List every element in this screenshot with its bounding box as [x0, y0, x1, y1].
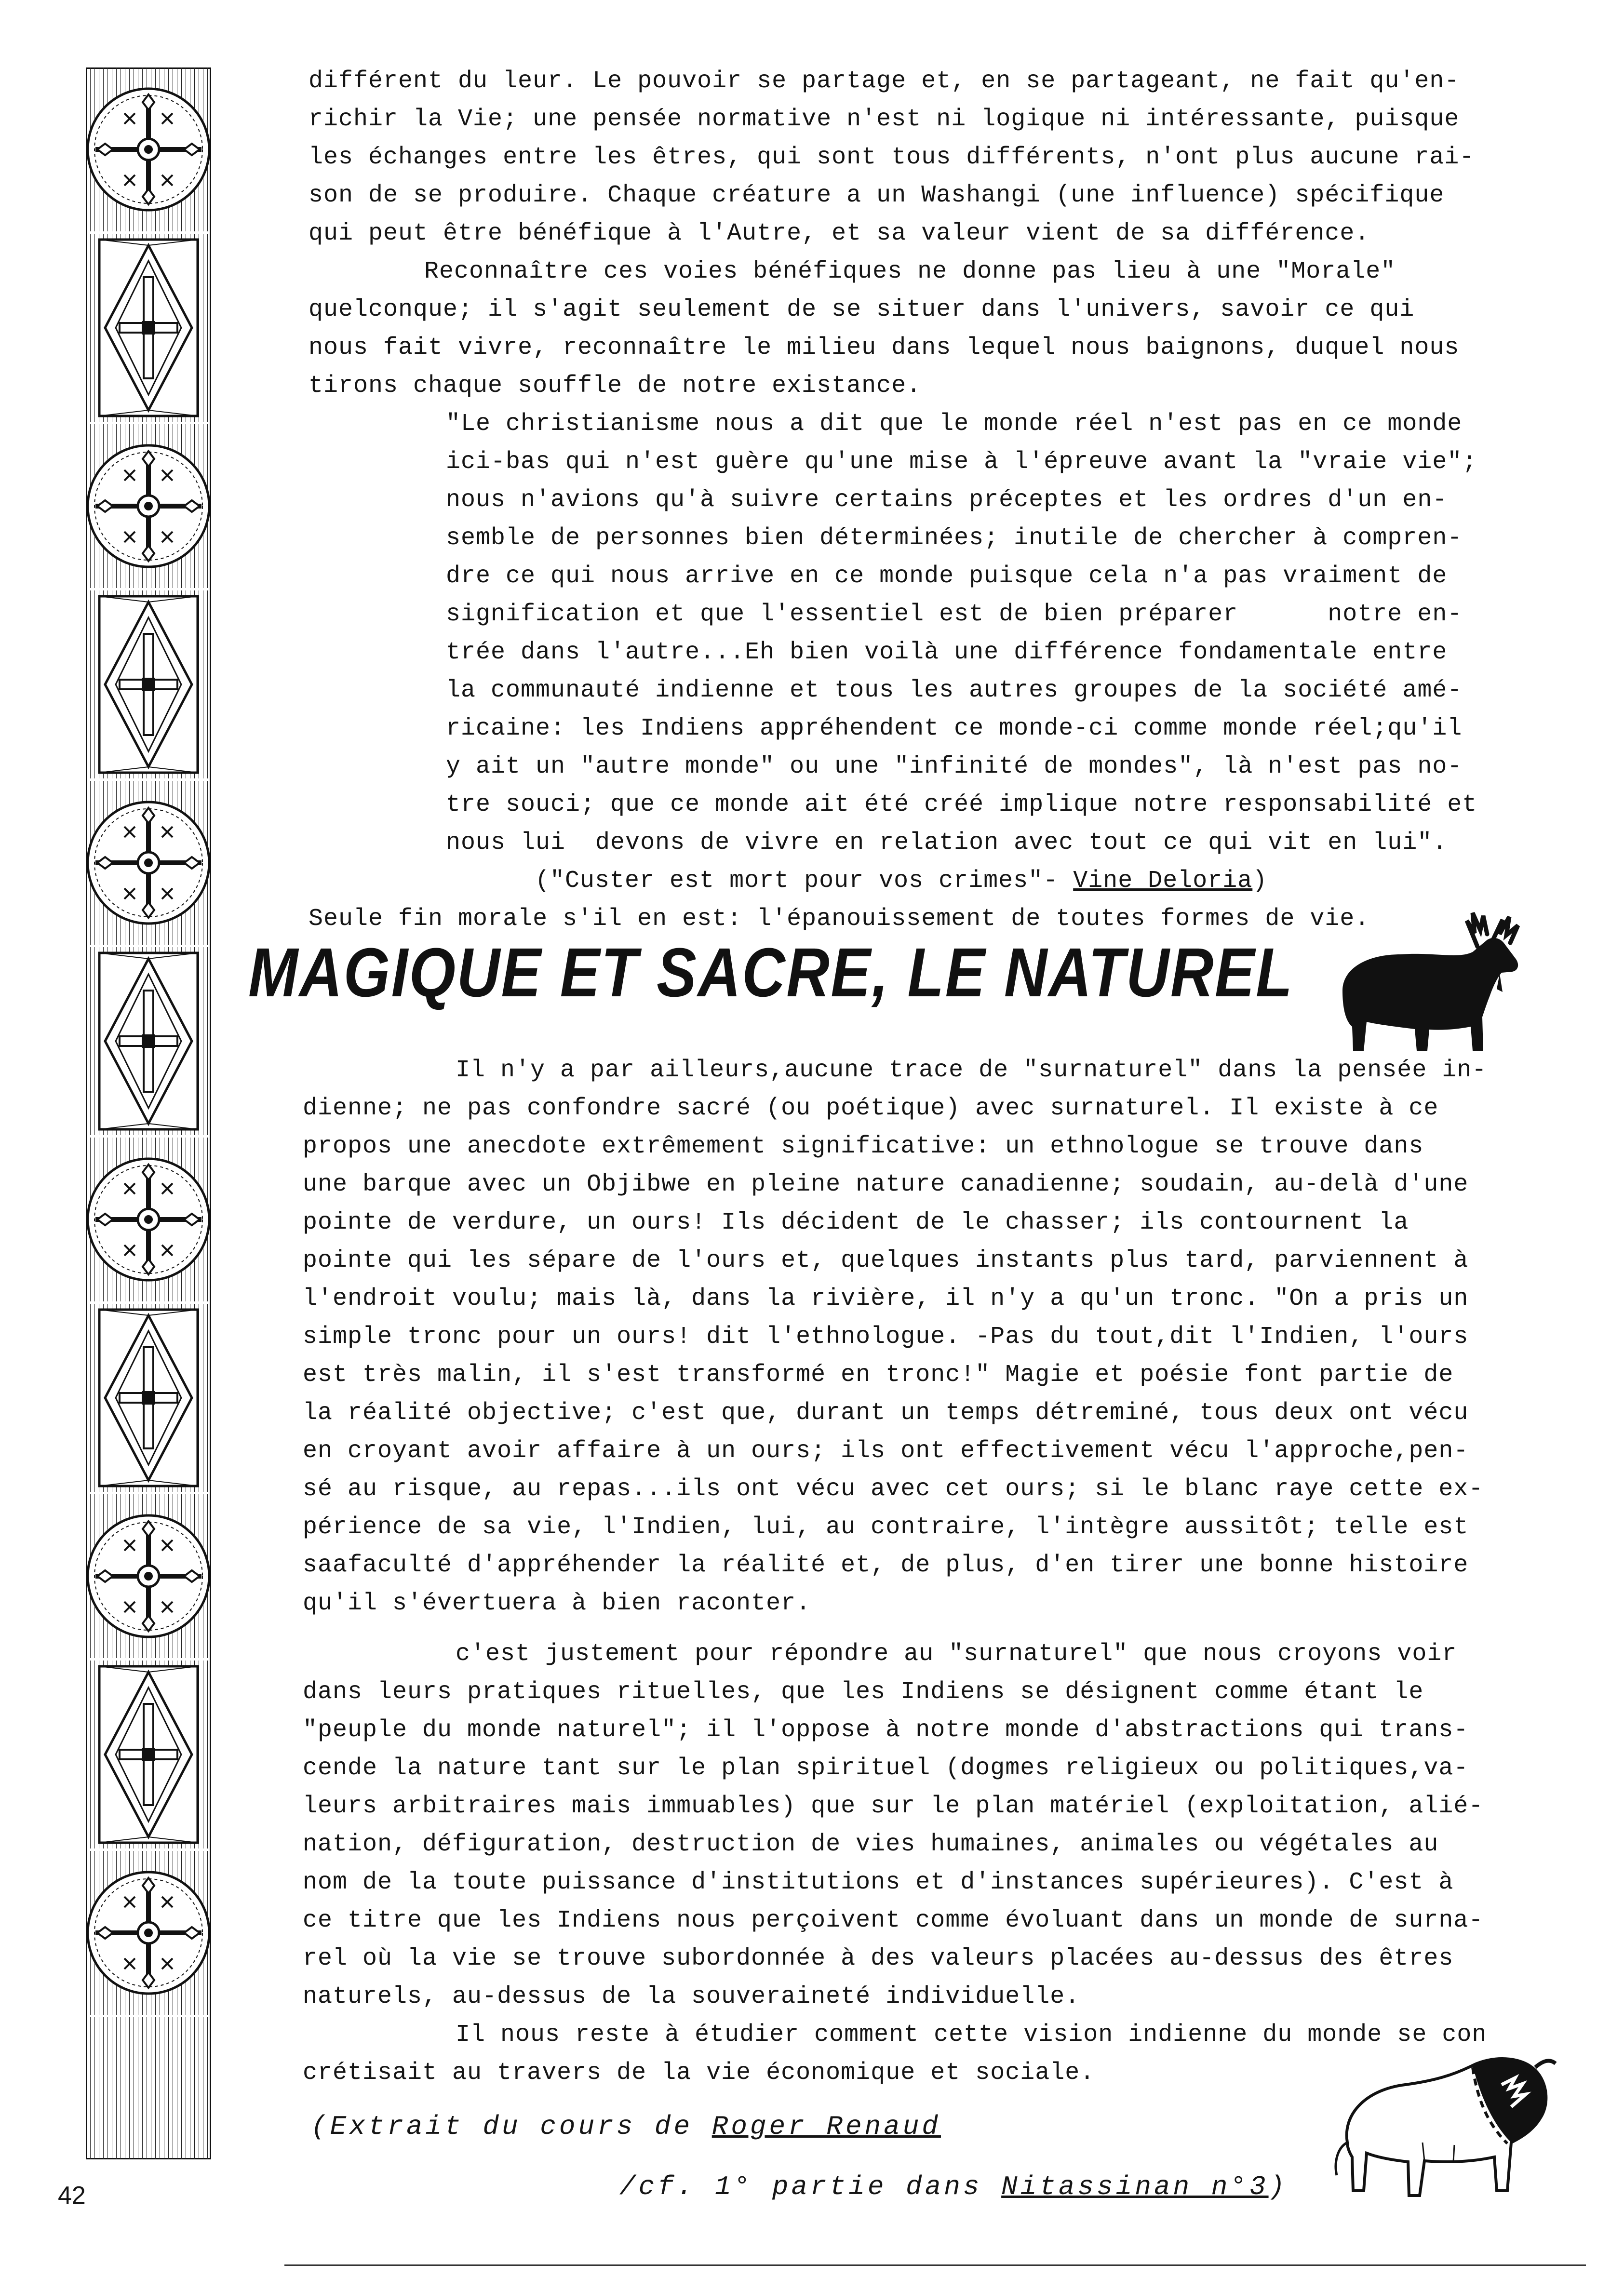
paragraph-line: nom de la toute puissance d'institutions et d'instances supérieures). C'est à	[303, 1869, 1454, 1896]
quote-line: semble de personnes bien déterminées; inutile de chercher à compren-	[446, 524, 1463, 552]
paragraph-line: cende la nature tant sur le plan spirituel (dogmes religieux ou politiques,va-	[303, 1755, 1469, 1782]
credit-source: Nitassinan n°3	[1001, 2171, 1269, 2202]
paragraph-line: propos une anecdote extrêmement significative: un ethnologue se trouve dans	[303, 1133, 1424, 1160]
quote-line: "Le christianisme nous a dit que le monde réel n'est pas en ce monde	[446, 410, 1463, 438]
paragraph-line: naturels, au-dessus de la souveraineté individuelle.	[303, 1983, 1080, 2010]
quote-line: la communauté indienne et tous les autres groupes de la société amé-	[446, 677, 1463, 704]
credit-line-2	[619, 2171, 1288, 2202]
quote-line: y ait un "autre monde" ou une "infinité de mondes", là n'est pas no-	[446, 753, 1463, 780]
intro-line: richir la Vie; une pensée normative n'est ni logique ni intéressante, puisque	[309, 106, 1460, 133]
quote-source	[535, 867, 1267, 895]
closing-line: Seule fin morale s'il en est: l'épanouissement de toutes formes de vie.	[309, 905, 1370, 933]
paragraph-line: crétisait au travers de la vie économique et sociale.	[303, 2059, 1095, 2087]
paragraph-line: dienne; ne pas confondre sacré (ou poétique) avec surnaturel. Il existe à ce	[303, 1095, 1439, 1122]
intro-line: différent du leur. Le pouvoir se partage et, en se partageant, ne fait qu'en-	[309, 67, 1460, 95]
paragraph-line: en croyant avoir affaire à un ours; ils ont effectivement vécu l'approche,pen-	[303, 1437, 1469, 1465]
paragraph-line: pointe qui les sépare de l'ours et, quelques instants plus tard, parviennent à	[303, 1247, 1469, 1274]
paragraph-line: l'endroit voulu; mais là, dans la rivière, il n'y a qu'un tronc. "On a pris un	[303, 1285, 1469, 1313]
quote-line: signification et que l'essentiel est de bien préparer notre en-	[446, 601, 1463, 628]
paragraph-line: la réalité objective; c'est que, durant un temps détreminé, tous deux ont vécu	[303, 1399, 1469, 1427]
paragraph-line: saafaculté d'appréhender la réalité et, de plus, d'en tirer une bonne histoire	[303, 1552, 1469, 1579]
quote-line: nous n'avions qu'à suivre certains préceptes et les ordres d'un en-	[446, 486, 1448, 514]
paragraph-line: nation, défiguration, destruction de vies humaines, animales ou végétales au	[303, 1831, 1439, 1858]
paragraph-line: ce titre que les Indiens nous perçoivent comme évoluant dans un monde de surna-	[303, 1907, 1484, 1934]
intro-line: qui peut être bénéfique à l'Autre, et sa valeur vient de sa différence.	[309, 220, 1370, 247]
section-heading: MAGIQUE ET SACRE, LE NATUREL	[248, 934, 1294, 1011]
paragraph-line: Il nous reste à étudier comment cette vision indienne du monde se con	[456, 2021, 1487, 2049]
intro-line: tirons chaque souffle de notre existance.	[309, 372, 922, 400]
credit-line-1	[311, 2111, 941, 2142]
moose-silhouette	[1314, 906, 1535, 1060]
quote-line: tre souci; que ce monde ait été créé implique notre responsabilité et	[446, 791, 1477, 818]
quote-line: ici-bas qui n'est guère qu'une mise à l'épreuve avant la "vraie vie";	[446, 448, 1477, 476]
intro-line: les échanges entre les êtres, qui sont tous différents, n'ont plus aucune rai-	[309, 144, 1475, 171]
quote-line: ricaine: les Indiens appréhendent ce monde-ci comme monde réel;qu'il	[446, 715, 1463, 742]
quote-line: nous lui devons de vivre en relation avec tout ce qui vit en lui".	[446, 829, 1448, 857]
credit-author: Roger Renaud	[711, 2111, 941, 2142]
paragraph-line: c'est justement pour répondre au "surnaturel" que nous croyons voir	[456, 1640, 1457, 1668]
paragraph-line: rel où la vie se trouve subordonnée à des valeurs placées au-dessus des êtres	[303, 1945, 1454, 1972]
paragraph-line: une barque avec un Objibwe en pleine nature canadienne; soudain, au-delà d'une	[303, 1171, 1469, 1198]
intro-line: quelconque; il s'agit seulement de se situer dans l'univers, savoir ce qui	[309, 296, 1415, 323]
beaded-border-decoration	[86, 67, 211, 2159]
intro-line: son de se produire. Chaque créature a un Washangi (une influence) spécifique	[309, 182, 1445, 209]
paragraph-line: sé au risque, au repas...ils ont vécu avec cet ours; si le blanc raye cette ex-	[303, 1475, 1484, 1503]
paragraph-line: leurs arbitraires mais immuables) que sur le plan matériel (exploitation, alié-	[303, 1793, 1484, 1820]
quote-source-author: Vine Deloria	[1073, 867, 1253, 895]
bison-drawing	[1328, 2046, 1559, 2220]
footer-rule	[284, 2264, 1586, 2266]
credit-ref-suffix: )	[1268, 2171, 1288, 2202]
paragraph-line: est très malin, il s'est transformé en tronc!" Magie et poésie font partie de	[303, 1361, 1454, 1389]
paragraph-line: périence de sa vie, l'Indien, lui, au contraire, l'intègre aussitôt; telle est	[303, 1514, 1469, 1541]
credit-prefix: (Extrait du cours de	[311, 2111, 712, 2142]
quote-source-prefix: ("Custer est mort pour vos crimes"-	[535, 867, 1074, 895]
paragraph-line: pointe de verdure, un ours! Ils décident de le chasser; ils contournent la	[303, 1209, 1409, 1236]
quote-line: trée dans l'autre...Eh bien voilà une différence fondamentale entre	[446, 639, 1448, 666]
intro-line: Reconnaître ces voies bénéfiques ne donne pas lieu à une "Morale"	[424, 258, 1396, 285]
quote-line: dre ce qui nous arrive en ce monde puisque cela n'a pas vraiment de	[446, 563, 1448, 590]
paragraph-line: qu'il s'évertuera à bien raconter.	[303, 1590, 811, 1617]
credit-ref-prefix: /cf. 1° partie dans	[619, 2171, 1002, 2202]
page-number: 42	[58, 2182, 86, 2210]
paragraph-line: simple tronc pour un ours! dit l'ethnologue. -Pas du tout,dit l'Indien, l'ours	[303, 1323, 1469, 1351]
paragraph-line: "peuple du monde naturel"; il l'oppose à notre monde d'abstractions qui trans-	[303, 1716, 1469, 1744]
intro-line: nous fait vivre, reconnaître le milieu dans lequel nous baignons, duquel nous	[309, 334, 1460, 362]
paragraph-line: Il n'y a par ailleurs,aucune trace de "surnaturel" dans la pensée in-	[456, 1057, 1487, 1084]
paragraph-line: dans leurs pratiques rituelles, que les Indiens se désignent comme étant le	[303, 1678, 1424, 1706]
quote-source-suffix: )	[1252, 867, 1268, 895]
